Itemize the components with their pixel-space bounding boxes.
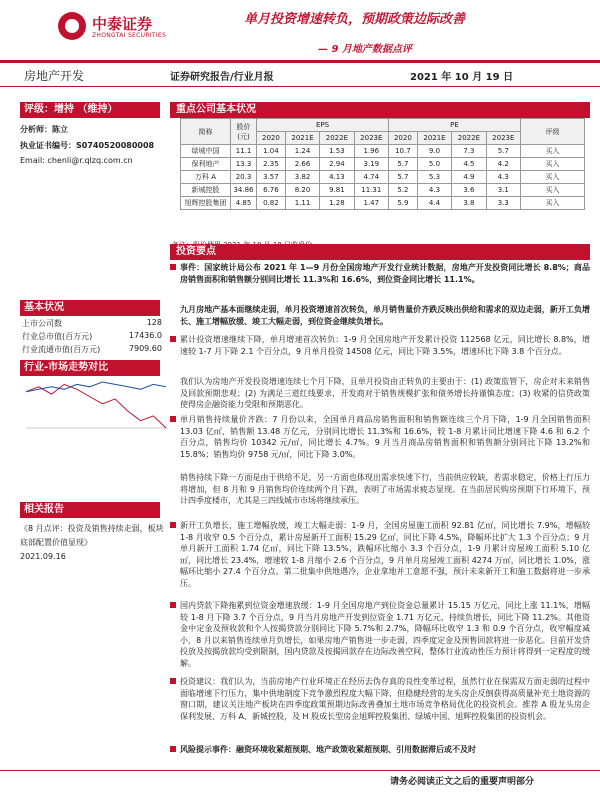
company-name-cell[interactable]: 旭辉控股集团 [181,197,231,210]
industry-category: 房地产开发 [24,69,85,83]
basic-row: 上市公司数 128 [22,318,162,328]
value-cell: 3.82 [285,171,319,184]
value-cell: 5.7 [388,158,417,171]
sales-analysis-block [170,472,590,507]
value-cell: 5.3 [417,171,451,184]
value-cell: 4.85 [231,197,257,210]
bullet-icon [170,416,176,422]
th-year: 2023E [486,132,520,145]
value-cell: 9.0 [417,145,451,158]
value-cell: 1.24 [285,145,319,158]
risk-block [170,744,590,756]
th-year: 2021E [285,132,319,145]
value-cell: 5.7 [388,171,417,184]
sales-text: 单月销售持续量价齐跌：7 月份以来，全国单月商品房销售面积和销售额连续三个月下降，1-9 月全国销售面积 13.03 亿㎡，销售额 13.48 万亿元，分别同比增长 11.3%和 16.6%，较 1-8 月累计同比增速下降 4.6 和 6.2 个百分点，销售均价 10342 元/㎡，同比增长 4.7%。9 月当月商品房销售面积和销售额分别同比下降 13.2%和 15.8%；销售均价 9758 元/㎡，同比下降 3.0%。 [180,415,590,459]
header-divider-2 [0,86,600,87]
report-subtitle: — 9 月地产数据点评 [318,44,412,55]
summary-text: 九月房地产基本面继续走弱，单月投资增速首次转负，单月销售量价齐跌反映出供给和需求的双边走弱，新开工负增长、施工增幅放缓、竣工大幅走弱，到位资金继续负增长。 [180,305,590,326]
company-logo [58,12,178,42]
investment-title-bar: 投资要点 [170,244,590,260]
value-cell: 5.9 [388,197,417,210]
basic-row: 行业总市值(百万元) 17436.0 [22,331,162,341]
value-cell: 4.3 [486,171,520,184]
table-row [181,158,585,171]
rating-bar: 评级：增持 （维持） [20,102,160,118]
events-block [170,262,590,285]
investment-analysis-text: 我们认为房地产开发投资增速连续七个月下降，且单月投资由正转负的主要由于：(1) 政策监管下，房企对未来销售及回款预期悲观；(2) 为满足三道红线要求，开发商对于销售规模扩张和债务增长持谨慎态度；(3) 收紧的信贷政策使得房企融资能力受限和预期恶化。 [180,377,590,409]
report-type: 证券研究报告/行业月报 [170,72,274,83]
th-eps: EPS [257,119,389,132]
construction-text: 新开工负增长，施工增幅放缓，竣工大幅走弱：1-9 月，全国房屋施工面积 92.81 亿㎡，同比增长 7.9%，增幅较 1-8 月收窄 0.5 个百分点，累计房屋新开工面积 15.29 亿㎡，同比下降 4.5%，降幅环比扩大 1.3 个百分点；9 月单月新开工面积 1.74 亿㎡，同比下降 13.5%，跌幅环比缩小 3.3 个百分点，1-9 月累计房屋竣工面积 5.10 亿㎡，同比增长 23.4%，增速较 1-8 月缩小 2.6 个百分点，9 月单月房屋竣工面积 4274 万㎡，同比增长 1.0%，涨幅环比缩小 27.4 个百分点。第二批集中供地遇冷，企业拿地并工意愿不强，预计未来新开工和施工数据将进一步承压。 [180,521,590,588]
value-cell: 1.28 [320,197,354,210]
company-table [180,118,585,210]
company-name-cell[interactable]: 绿城中国 [181,145,231,158]
value-cell: 1.96 [354,145,388,158]
value-cell: 9.81 [320,184,354,197]
investment-text: 累计投资增速继续下降，单月增速首次转负：1-9 月全国房地产开发累计投资 112568 亿元，同比增长 8.8%，增速较 1-7 月下降 2.1 个百分点，9 月单月投资 14508 亿元，同比下降 3.5%，增速环比下降 3.8 个百分点。 [180,335,590,356]
value-cell: 8.20 [285,184,319,197]
value-cell: 1.47 [354,197,388,210]
logo-text-cn: 中泰证券 [92,15,153,33]
value-cell: 4.2 [486,158,520,171]
value-cell: 5.0 [417,158,451,171]
value-cell: 3.1 [486,184,520,197]
value-cell: 1.53 [320,145,354,158]
related-date: 2021.09.16 [20,552,66,561]
value-cell: 3.8 [452,197,486,210]
value-cell: 4.5 [452,158,486,171]
basic-row: 行业流通市值(百万元) 7909.60 [22,344,162,354]
report-date: 2021 年 10 月 19 日 [410,72,514,83]
license-number: 执业证书编号：S0740520080008 [20,141,155,150]
company-name-cell[interactable]: 新城控股 [181,184,231,197]
bullet-icon [170,522,176,528]
value-cell: 2.94 [320,158,354,171]
th-year: 2021E [417,132,451,145]
th-rating: 评级 [521,119,585,145]
funding-text: 国内贷款下降拖累到位资金增速放缓：1-9 月全国房地产到位资金总量累计 15.15 万亿元，同比上涨 11.1%，增幅较 1-8 月下降 3.7 个百分点，9 月当月房地产开发到位资金 1.71 万亿元，持续负增长，同比下降 11.2%。其他资金中定金及预收款和个人按揭贷款分别同比下降 5.7%和 2.7%，降幅环比收窄 1.3 和 0.9 个百分点，收窄幅度减小，8 月以来销售连续单月负增长，如果房地产销售进一步走弱，四季度定金及预售回款将进一步恶化。目前开发贷投放及按揭放款均受到限制，国内贷款及按揭回款存在边际改善空间，整体行业流动性压力预计将得到一定程度的缓解。 [180,601,590,668]
related-report[interactable]: 《8 月点评：投资及销售持续走弱，板块底部配置价值显现》 [20,524,164,547]
events-text: 事件：国家统计局公布 2021 年 1—9 月份全国房地产开发行业统计数据，房地产开发投资同比增长 8.8%；商品房销售面积和销售额分别同比增长 11.3%和 16.6%，到位资金同比增长 11.1%。 [180,263,590,284]
th-year: 2022E [452,132,486,145]
th-year: 2022E [320,132,354,145]
value-cell: 11.1 [231,145,257,158]
th-name: 简称 [181,119,231,145]
table-row [181,184,585,197]
trend-chart [20,376,170,434]
advice-text: 投资建议：我们认为，当前房地产行业环境正在经历去伪存真的良性变革过程，虽然行业在保需双方面走弱的过程中面临增速下行压力，集中供地制度下竞争激烈程度大幅下降，但稳健经营的龙头房企反倒获得高质量补充土地资源的窗口期，建议关注地产板块在四季度政策预期边际改善叠加土地市场竞争格局优化的投资机会。推荐 A 股龙头房企保利发展、万科 A、新城控股，及 H 股成长型房企旭辉控股集团、绿城中国、旭辉控股集团的投资机会。 [180,677,590,721]
analyst: 分析师：陈立 [20,125,68,134]
value-cell: 2.66 [285,158,319,171]
footer-divider [0,770,600,771]
value-cell: 1.04 [257,145,286,158]
bullet-icon [170,264,176,270]
th-pe: PE [388,119,520,132]
value-cell: 11.31 [354,184,388,197]
company-name-cell[interactable]: 万科 A [181,171,231,184]
table-row [181,145,585,158]
th-year: 2020 [388,132,417,145]
table-row [181,171,585,184]
investment-block [170,334,590,357]
trend-bar: 行业-市场走势对比 [20,360,160,376]
series-line-1 [26,382,166,392]
th-year: 2023E [354,132,388,145]
table-row [181,197,585,210]
rating-cell: 买入 [521,184,585,197]
bullet-icon [170,336,176,342]
value-cell: 4.4 [417,197,451,210]
funding-block [170,600,590,669]
value-cell: 5.2 [388,184,417,197]
rating-cell: 买入 [521,145,585,158]
logo-text-en: ZHONGTAI SECURITIES [92,32,167,39]
investment-analysis-block [170,376,590,411]
value-cell: 5.7 [486,145,520,158]
value-cell: 13.3 [231,158,257,171]
email: Email: chenli@r.qlzq.com.cn [20,156,133,165]
value-cell: 4.9 [452,171,486,184]
advice-block [170,676,590,722]
footer-disclaimer: 请务必阅读正文之后的重要声明部分 [390,777,535,787]
basic-status-bar: 基本状况 [20,300,160,316]
risk-text: 风险提示事件：融资环境收紧超预期、地产政策收紧超预期、引用数据滞后或不及时 [180,745,476,754]
th-price: 股价(元) [231,119,257,145]
rating-cell: 买入 [521,158,585,171]
related-bar: 相关报告 [20,502,160,518]
report-title: 单月投资增速转负，预期政策边际改善 [244,12,466,27]
table-title-bar: 重点公司基本状况 [170,102,590,118]
value-cell: 10.7 [388,145,417,158]
bullet-icon [170,602,176,608]
construction-block [170,520,590,589]
rating-cell: 买入 [521,171,585,184]
bullet-icon [170,746,176,752]
value-cell: 0.82 [257,197,286,210]
value-cell: 7.3 [452,145,486,158]
logo-mark [58,12,86,40]
th-year: 2020 [257,132,286,145]
sales-block [170,414,590,460]
header-divider [0,60,600,63]
value-cell: 4.74 [354,171,388,184]
sales-analysis-text: 销售持续下降一方面是由于供给不足，另一方面也体现出需求快速下行，当前供应较缺，若需求稳定，价格上行压力将增加，但 8 月和 9 月销售均价连续两个月下跌，表明了市场需求疲态显现。在当前居民购房预期下行环境下，预计四季度楼市，尤其是三四线城市市场将继续承压。 [180,473,590,505]
value-cell: 34.86 [231,184,257,197]
value-cell: 4.3 [417,184,451,197]
value-cell: 20.3 [231,171,257,184]
value-cell: 2.35 [257,158,286,171]
rating-cell: 买入 [521,197,585,210]
value-cell: 6.76 [257,184,286,197]
value-cell: 3.3 [486,197,520,210]
value-cell: 3.57 [257,171,286,184]
value-cell: 3.19 [354,158,388,171]
value-cell: 3.6 [452,184,486,197]
summary-block [170,304,590,327]
series-line-0 [26,384,166,428]
bullet-icon [170,678,176,684]
value-cell: 4.13 [320,171,354,184]
company-name-cell[interactable]: 保利地产 [181,158,231,171]
value-cell: 1.11 [285,197,319,210]
